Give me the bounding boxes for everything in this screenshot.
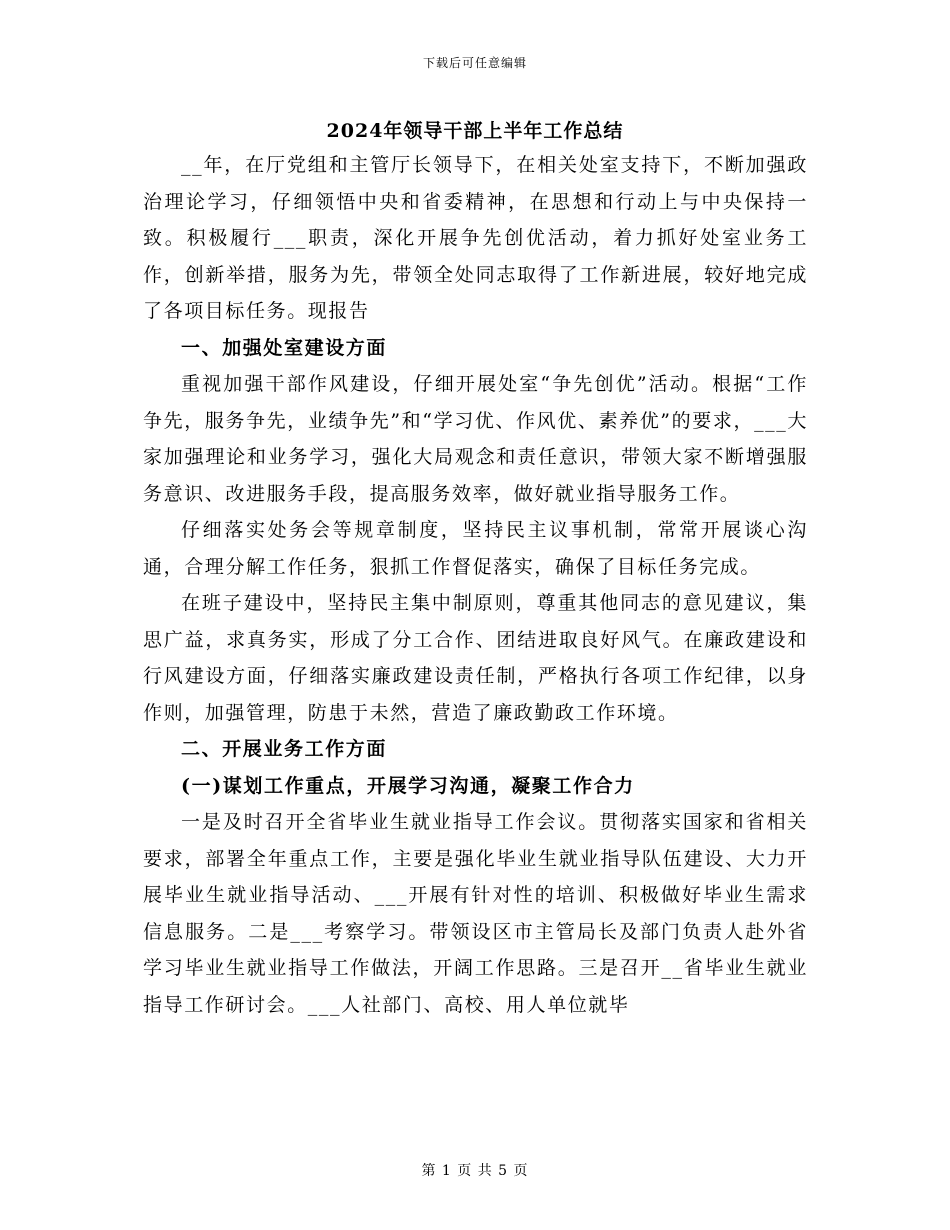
section-1-paragraph-1: 重视加强干部作风建设，仔细开展处室“争先创优”活动。根据“工作争先，服务争先，业绩争先”和“学习优、作风优、素养优”的要求，___大家加强理论和业务学习，强化大局观念和责任意识，带领大家不断增强服务意识、改进服务手段，提高服务效率，做好就业指导服务工作。: [143, 373, 808, 505]
intro-paragraph: __年，在厅党组和主管厅长领导下，在相关处室支持下，不断加强政治理论学习，仔细领悟中央和省委精神，在思想和行动上与中央保持一致。积极履行___职责，深化开展争先创优活动，着力抓好处室业务工作，创新举措，服务为先，带领全处同志取得了工作新进展，较好地完成了各项目标任务。现报告: [143, 154, 808, 322]
section-1-paragraph-2: 仔细落实处务会等规章制度，坚持民主议事机制，常常开展谈心沟通，合理分解工作任务，狠抓工作督促落实，确保了目标任务完成。: [143, 519, 808, 578]
header-note: 下载后可任意编辑: [422, 56, 527, 70]
document-body: [143, 147, 808, 1023]
section-1-heading: 一、加强处室建设方面: [181, 336, 388, 359]
section-1-paragraph-3: 在班子建设中，坚持民主集中制原则，尊重其他同志的意见建议，集思广益，求真务实，形成了分工合作、团结进取良好风气。在廉政建设和行风建设方面，仔细落实廉政建设责任制，严格执行各项工作纪律，以身作则，加强管理，防患于未然，营造了廉政勤政工作环境。: [143, 592, 808, 724]
section-2-heading: 二、开展业务工作方面: [181, 738, 388, 760]
section-2-paragraph-1: 一是及时召开全省毕业生就业指导工作会议。贯彻落实国家和省相关要求，部署全年重点工作，主要是强化毕业生就业指导队伍建设、大力开展毕业生就业指导活动、___开展有针对性的培训、积极做好毕业生需求信息服务。二是___考察学习。带领设区市主管局长及部门负责人赴外省学习毕业生就业指导工作做法，开阔工作思路。三是召开__省毕业生就业指导工作研讨会。___人社部门、高校、用人单位就毕: [143, 811, 808, 1016]
section-2-subheading: (一)谋划工作重点，开展学习沟通，凝聚工作合力: [181, 774, 635, 797]
document-title: 2024年领导干部上半年工作总结: [326, 120, 624, 142]
page-number: 第 1 页 共 5 页: [421, 1163, 529, 1179]
